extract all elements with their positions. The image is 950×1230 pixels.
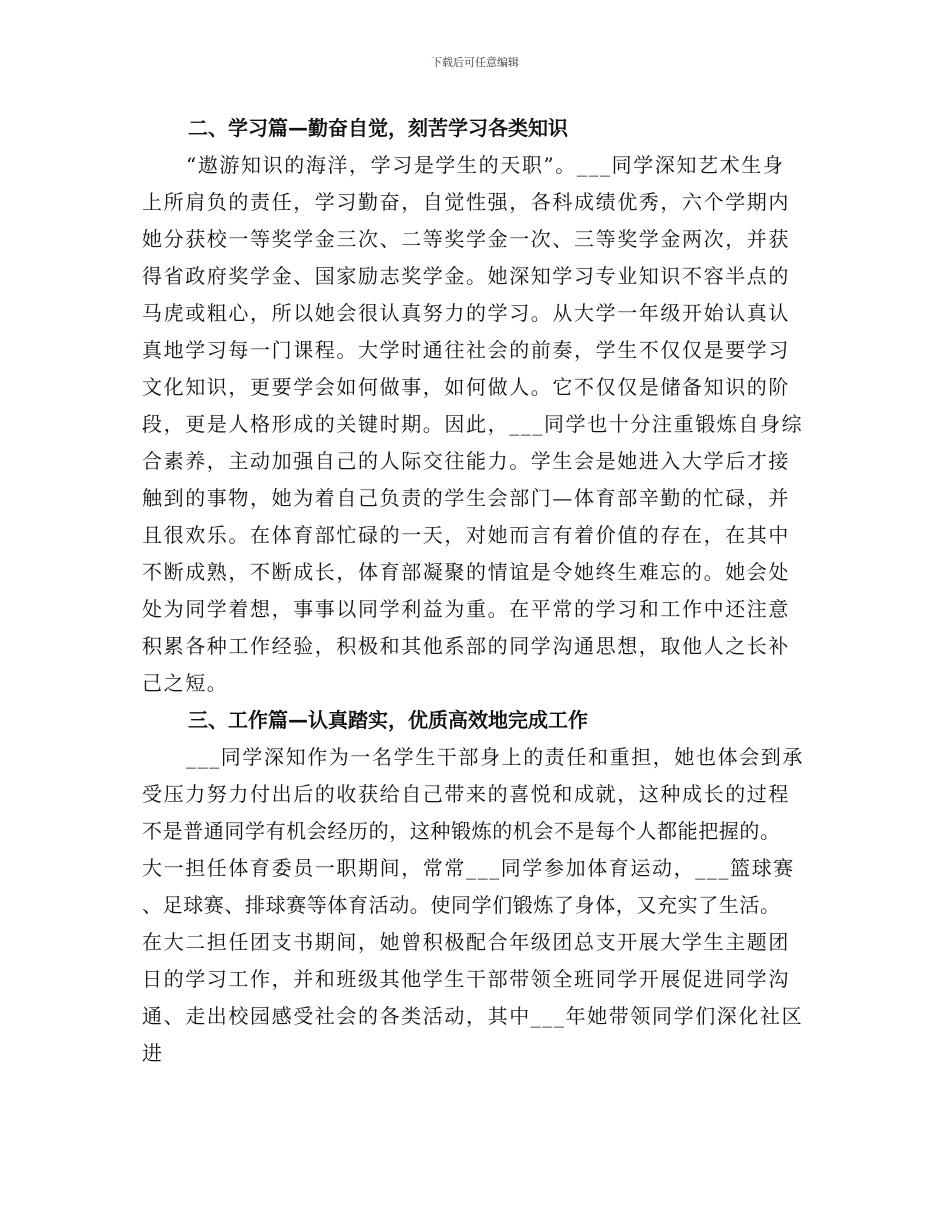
text-line: 真地学习每一门课程。大学时通往社会的前奏，学生不仅仅是要学习 xyxy=(142,338,790,362)
text-line: 不是普通同学有机会经历的，这种锻炼的机会不是每个人都能把握的。 xyxy=(142,819,781,843)
text-line: 马虎或粗心，所以她会很认真努力的学习。从大学一年级开始认真认 xyxy=(142,301,790,325)
section-heading-work: 三、工作篇—认真踏实，优质高效地完成工作 xyxy=(188,708,588,732)
text-line: 受压力努力付出后的收获给自己带来的喜悦和成就，这种成长的过程 xyxy=(142,782,790,806)
text-line: 她分获校一等奖学金三次、二等奖学金一次、三等奖学金两次，并获 xyxy=(142,227,790,251)
text-line: 日的学习工作，并和班级其他学生干部带领全班同学开展促进同学沟 xyxy=(142,967,790,991)
text-line: 得省政府奖学金、国家励志奖学金。她深知学习专业知识不容半点的 xyxy=(142,264,790,288)
text-line: 合素养，主动加强自己的人际交往能力。学生会是她进入大学后才接 xyxy=(142,449,790,473)
text-line: 积累各种工作经验，积极和其他系部的同学沟通思想，取他人之长补 xyxy=(142,634,790,658)
text-line: 通、走出校园感受社会的各类活动，其中___年她带领同学们深化社区 xyxy=(142,1004,804,1028)
paragraph-work xyxy=(142,739,812,1072)
text-line: 文化知识，更要学会如何做事，如何做人。它不仅仅是储备知识的阶 xyxy=(142,375,790,399)
text-line: 、足球赛、排球赛等体育活动。使同学们锻炼了身体，又充实了生活。 xyxy=(142,893,781,917)
text-line: 上所肩负的责任，学习勤奋，自觉性强，各科成绩优秀，六个学期内 xyxy=(142,190,790,214)
text-line: 处为同学着想，事事以同学利益为重。在平常的学习和工作中还注意 xyxy=(142,597,790,621)
document-body xyxy=(142,110,812,1072)
text-line: 进 xyxy=(142,1041,164,1065)
paragraph-study xyxy=(142,147,812,702)
page-header: 下载后可任意编辑 xyxy=(431,56,519,69)
text-line: 触到的事物，她为着自己负责的学生会部门—体育部辛勤的忙碌，并 xyxy=(142,486,790,510)
text-line: 且很欢乐。在体育部忙碌的一天，对她而言有着价值的存在，在其中 xyxy=(142,523,790,547)
text-line: 己之短。 xyxy=(142,671,229,695)
text-line: 在大二担任团支书期间，她曾积极配合年级团总支开展大学生主题团 xyxy=(142,930,790,954)
text-line: 不断成熟，不断成长，体育部凝聚的情谊是令她终生难忘的。她会处 xyxy=(142,560,790,584)
text-line: 段，更是人格形成的关键时期。因此，___同学也十分注重锻炼自身综 xyxy=(142,412,804,436)
text-line: 大一担任体育委员一职期间，常常___同学参加体育运动，___篮球赛 xyxy=(142,856,795,880)
text-line: “遨游知识的海洋，学习是学生的天职”。___同学深知艺术生身 xyxy=(186,153,785,177)
section-heading-study: 二、学习篇—勤奋自觉，刻苦学习各类知识 xyxy=(188,116,568,140)
text-line: ___同学深知作为一名学生干部身上的责任和重担，她也体会到承 xyxy=(186,745,804,769)
